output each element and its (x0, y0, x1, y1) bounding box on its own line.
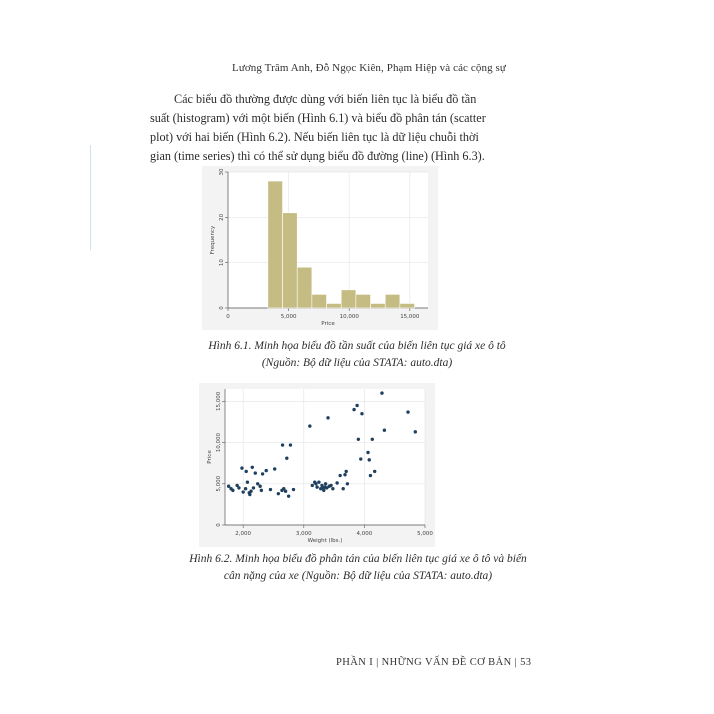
scatter-plot-area (225, 389, 425, 525)
scatter-point (369, 474, 372, 477)
scatter-point (292, 488, 295, 491)
scatter-point (260, 489, 263, 492)
scatter-point (249, 490, 252, 493)
scatter-point (231, 489, 234, 492)
scatter-point (248, 493, 251, 496)
scatter-x-tick-label: 2,000 (235, 531, 252, 537)
histogram-bar (312, 294, 327, 308)
scatter-point (355, 404, 358, 407)
scatter-point (241, 490, 244, 493)
scatter-point (346, 482, 349, 485)
scatter-point (261, 472, 264, 475)
histogram-bar (283, 213, 298, 308)
scatter-point (311, 484, 314, 487)
scatter-y-tick-label: 0 (216, 523, 222, 527)
scatter-point (254, 471, 257, 474)
scatter-point (326, 416, 329, 419)
scatter-point (324, 482, 327, 485)
scatter-point (287, 494, 290, 497)
histogram-bar (356, 294, 371, 308)
hist-x-tick-label: 5,000 (280, 314, 297, 320)
scatter-point (314, 482, 317, 485)
scatter-chart (199, 383, 435, 547)
histogram-bar (400, 303, 415, 308)
paragraph-line: plot) với hai biến (Hình 6.2). Nếu biến liên tục là dữ liệu chuỗi thời (150, 130, 479, 144)
scatter-point (329, 484, 332, 487)
scatter-figure (199, 383, 435, 547)
scatter-point (273, 467, 276, 470)
hist-plot-area (228, 172, 428, 308)
histogram-chart (202, 166, 438, 330)
scatter-point (338, 474, 341, 477)
scatter-point (256, 482, 259, 485)
hist-x-tick-label: 0 (226, 314, 230, 320)
scatter-point (343, 473, 346, 476)
scatter-point (341, 487, 344, 490)
scatter-y-tick-label: 15,000 (216, 391, 222, 411)
histogram-bar (297, 267, 312, 308)
hist-y-tick-label: 10 (219, 259, 225, 267)
scatter-point (368, 458, 371, 461)
scatter-x-axis-label: Weight (lbs.) (307, 538, 343, 544)
scatter-point (244, 487, 247, 490)
hist-y-axis-label: Frequency (210, 225, 216, 255)
scatter-x-tick-label: 3,000 (295, 531, 312, 537)
scatter-point (331, 487, 334, 490)
scatter-point (406, 410, 409, 413)
hist-y-tick-label: 0 (219, 306, 225, 310)
histogram-bar (341, 290, 356, 308)
scatter-point (277, 492, 280, 495)
paragraph-line: gian (time series) thì có thể sử dụng biểu đồ đường (line) (Hình 6.3). (150, 149, 485, 163)
scatter-point (335, 481, 338, 484)
caption-line: cân nặng của xe (Nguồn: Bộ dữ liệu của STATA: auto.dta) (223, 570, 493, 582)
scatter-point (317, 480, 320, 483)
hist-x-axis-label: Price (321, 321, 335, 327)
scatter-point (252, 486, 255, 489)
scatter-point (227, 485, 230, 488)
scatter-point (359, 457, 362, 460)
scatter-y-axis-label: Price (207, 450, 213, 464)
scatter-point (360, 412, 363, 415)
scatter-point (308, 424, 311, 427)
scatter-point (240, 466, 243, 469)
caption-line: Hình 6.1. Minh họa biểu đồ tần suất của biến liên tục giá xe ô tô (208, 340, 506, 352)
margin-mark (90, 145, 91, 250)
scatter-point (289, 443, 292, 446)
scatter-point (237, 486, 240, 489)
hist-x-tick-label: 15,000 (400, 314, 420, 320)
scatter-point (284, 490, 287, 493)
scatter-point (281, 443, 284, 446)
histogram-bar (371, 303, 386, 308)
scatter-point (383, 429, 386, 432)
caption-line: (Nguồn: Bộ dữ liệu của STATA: auto.dta) (261, 357, 453, 369)
histogram-bar (327, 303, 342, 308)
histogram-figure (202, 166, 438, 330)
scatter-point (269, 488, 272, 491)
body-paragraph (150, 90, 492, 166)
scatter-point (315, 485, 318, 488)
page-header: Lương Trâm Anh, Đỗ Ngọc Kiên, Phạm Hiệp và các cộng sự (232, 62, 506, 74)
scatter-point (352, 408, 355, 411)
scatter-point (371, 438, 374, 441)
scatter-point (345, 470, 348, 473)
figure-2-caption (128, 551, 588, 585)
scatter-point (357, 438, 360, 441)
hist-y-tick-label: 30 (219, 168, 225, 176)
histogram-bar (268, 181, 283, 308)
scatter-point (251, 466, 254, 469)
caption-line: Hình 6.2. Minh họa biểu đồ phân tán của biến liên tục giá xe ô tô và biến (189, 553, 527, 565)
scatter-point (373, 470, 376, 473)
histogram-bar (385, 294, 400, 308)
paragraph-line: Các biểu đồ thường được dùng với biến liên tục là biểu đồ tần (174, 92, 477, 106)
paragraph-line: suất (histogram) với một biến (Hình 6.1) và biểu đồ phân tán (scatter (150, 111, 486, 125)
scatter-point (245, 470, 248, 473)
hist-y-tick-label: 20 (219, 213, 225, 221)
scatter-x-tick-label: 5,000 (417, 531, 433, 537)
scatter-y-tick-label: 10,000 (216, 432, 222, 453)
scatter-point (414, 430, 417, 433)
page-footer: PHẦN I | NHỮNG VẤN ĐỀ CƠ BẢN | 53 (336, 657, 532, 668)
scatter-point (258, 485, 261, 488)
scatter-point (366, 451, 369, 454)
figure-1-caption (140, 338, 574, 372)
scatter-point (380, 391, 383, 394)
scatter-x-tick-label: 4,000 (356, 531, 373, 537)
scatter-y-tick-label: 5,000 (216, 475, 222, 492)
hist-x-tick-label: 10,000 (339, 314, 359, 320)
scatter-point (322, 489, 325, 492)
scatter-point (285, 457, 288, 460)
scatter-point (265, 469, 268, 472)
scatter-point (246, 480, 249, 483)
